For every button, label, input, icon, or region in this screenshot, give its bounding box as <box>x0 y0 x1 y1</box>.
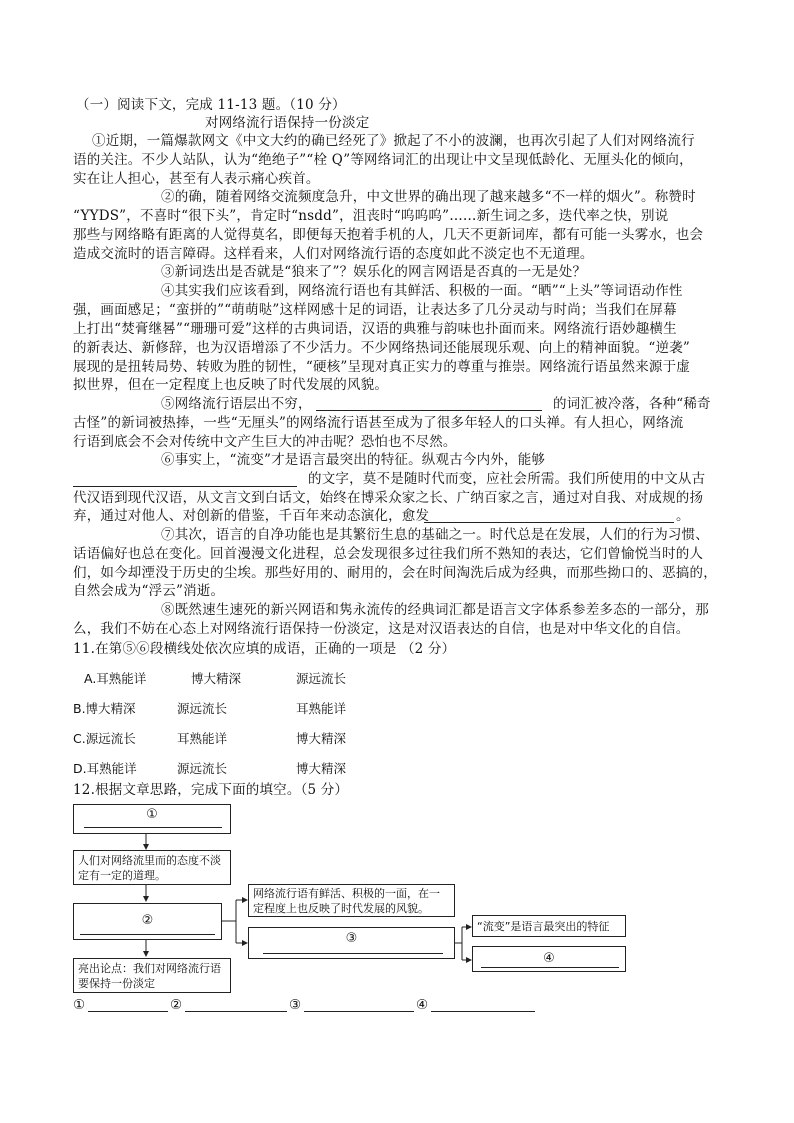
option-b-c: 耳熟能详 <box>296 701 347 716</box>
flow-box-positive: 网络流行语有鲜活、积极的一面，在一定程度上也反映了时代发展的风貌。 <box>248 884 455 917</box>
flow-box-reasonable: 人们对网络流里而的态度不淡定有一定的道理。 <box>73 850 231 885</box>
flow-box-3[interactable] <box>248 927 455 959</box>
article-line: ①近期，一篇爆款网文《中文大约的确已经死了》掀起了不小的波澜，也再次引起了人们对网络流行 <box>92 133 695 149</box>
answer-label-1: ① <box>73 997 86 1013</box>
article-line: 的文字，莫不是随时代而变，应社会所需。我们所使用的中文从古 <box>308 471 706 487</box>
option-c-b: 耳熟能详 <box>177 731 228 746</box>
article-line: 们，如今却湮没于历史的尘埃。那些好用的、耐用的，会在时间淘洗后成为经典，而那些拗口的、恶搞的， <box>73 565 717 581</box>
option-a-b: 博大精深 <box>191 671 242 686</box>
article-line: 实在让人担心，甚至有人表示痛心疾首。 <box>73 171 320 187</box>
flow-box-2[interactable] <box>73 903 222 940</box>
answer-blank-1[interactable] <box>88 1011 168 1012</box>
flow-box-1[interactable] <box>73 804 231 834</box>
article-line: 造成交流时的语言障碍。这样看来，人们对网络流行语的态度如此不淡定也不无道理。 <box>73 246 594 262</box>
article-title: 对网络流行语保持一份淡定 <box>205 115 370 131</box>
flow-box-4[interactable] <box>472 946 626 972</box>
flow-box-2-number: ② <box>141 913 154 928</box>
option-a-label[interactable]: A.耳熟能详 <box>84 671 147 686</box>
option-d-c: 博大精深 <box>296 761 347 776</box>
flow-box-1-blank[interactable] <box>84 827 222 828</box>
answer-label-2: ② <box>170 997 183 1013</box>
option-b-b: 源远流长 <box>177 701 228 716</box>
flow-box-4-number: ④ <box>543 951 555 966</box>
section-header: （一）阅读下文，完成 11-13 题。（10 分） <box>76 97 346 113</box>
flow-box-argument: 亮出论点：我们对网络流行语要保持一份淡定 <box>73 958 231 993</box>
article-line: 话语偏好也总在变化。回首漫漫文化进程，总会发现很多过往我们所不熟知的表达，它们曾愉悦当时的人 <box>73 546 704 562</box>
article-line: 的新表达、新修辞，也为汉语增添了不少活力。不少网络热词还能展现乐观、向上的精神面貌。“逆袭” <box>73 340 691 356</box>
flow-box-3-number: ③ <box>345 931 358 946</box>
article-line: ③新词迭出是否就是“狼来了”？娱乐化的网言网语是否真的一无是处？ <box>161 264 587 280</box>
article-line: ⑥事实上，“流变”才是语言最突出的特征。纵观古今内外，能够 <box>161 452 546 468</box>
article-line: ②的确，随着网络交流频度急升，中文世界的确出现了越来越多“不一样的烟火”。称赞时 <box>161 189 696 205</box>
article-line: 弃，通过对他人、对创新的借鉴，千百年来动态演化，愈发 <box>73 508 430 524</box>
option-d-b: 源远流长 <box>177 761 228 776</box>
article-line: “YYDS”，不喜时“很下头”，肯定时“nsdd”，沮丧时“呜呜呜”……新生词之多，迭代率之快，别说 <box>73 208 669 224</box>
answer-blank-4[interactable] <box>431 1011 535 1012</box>
article-line: ⑦其次，语言的自净功能也是其繁衍生息的基础之一。时代总是在发展，人们的行为习惯、 <box>161 527 709 543</box>
flow-box-change: “流变”是语言最突出的特征 <box>472 915 626 937</box>
option-c-label[interactable]: C.源远流长 <box>73 731 136 746</box>
article-line: 行语到底会不会对传统中文产生巨大的冲击呢？恐怕也不尽然。 <box>73 434 457 450</box>
article-line: 拟世界，但在一定程度上也反映了时代发展的风貌。 <box>73 377 389 393</box>
article-line: 上打出“焚膏继晷”“珊珊可爱”这样的古典词语，汉语的典雅与韵味也扑面而来。网络流行语妙趣横生 <box>73 321 677 337</box>
article-line: 古怪”的新词被热捧，一些“无厘头”的网络流行语甚至成为了很多年轻人的口头禅。有人担心，网络流 <box>73 415 684 431</box>
article-line: ⑧既然速生速死的新兴网语和隽永流传的经典词汇都是语言文字体系参差多态的一部分，那 <box>161 602 709 618</box>
article-line: 强，画面感足；“蛮拼的”“萌萌哒”这样网感十足的词语，让表达多了几分灵动与时尚；当我们在屏幕 <box>73 302 677 318</box>
flow-box-2-blank[interactable] <box>80 934 215 935</box>
article-line: ⑤网络流行语层出不穷， <box>161 396 312 412</box>
option-d-label[interactable]: D.耳熟能详 <box>73 761 137 776</box>
article-line: 代汉语到现代汉语，从文言文到白话文，始终在博采众家之长、广纳百家之言，通过对自我、对成规的扬 <box>73 490 704 506</box>
article-line: 展现的是扭转局势、转败为胜的韧性，“硬核”呈现对真正实力的尊重与推崇。网络流行语虽然来源于虚 <box>73 359 691 375</box>
option-b-label[interactable]: B.博大精深 <box>73 701 136 716</box>
answer-label-4: ④ <box>416 997 429 1013</box>
answer-label-3: ③ <box>289 997 302 1013</box>
article-line: 么，我们不妨在心态上对网络流行语保持一份淡定，这是对汉语表达的自信，也是对中华文化的自信。 <box>73 621 690 637</box>
answer-blank-3[interactable] <box>304 1011 414 1012</box>
article-line: 的词汇被冷落，各种“稀奇 <box>553 396 711 412</box>
article-line: 。 <box>676 508 690 524</box>
q11-stem: 11.在第⑤⑥段横线处依次应填的成语，正确的一项是 （2 分） <box>73 641 456 657</box>
flow-box-1-number: ① <box>146 807 158 822</box>
flow-box-3-blank[interactable] <box>263 953 443 954</box>
flow-box-4-blank[interactable] <box>481 967 619 968</box>
option-a-c: 源远流长 <box>296 671 347 686</box>
article-line: ④其实我们应该看到，网络流行语也有其鲜活、积极的一面。“晒”“上头”等词语动作性 <box>161 283 683 299</box>
article-line: 那些与网络略有距离的人觉得莫名，即便每天抱着手机的人，几天不更新词库，都有可能一头雾水，也会 <box>73 227 704 243</box>
option-c-c: 博大精深 <box>296 731 347 746</box>
article-line: 语的关注。不少人站队，认为“绝绝子”“栓 Q”等网络词汇的出现让中文呈现低龄化、无厘头化的倾向， <box>73 152 693 168</box>
q12-stem: 12.根据文章思路，完成下面的填空。（5 分） <box>73 782 349 798</box>
answer-blank-2[interactable] <box>185 1011 287 1012</box>
article-line: 自然会成为“浮云”消逝。 <box>73 583 225 599</box>
